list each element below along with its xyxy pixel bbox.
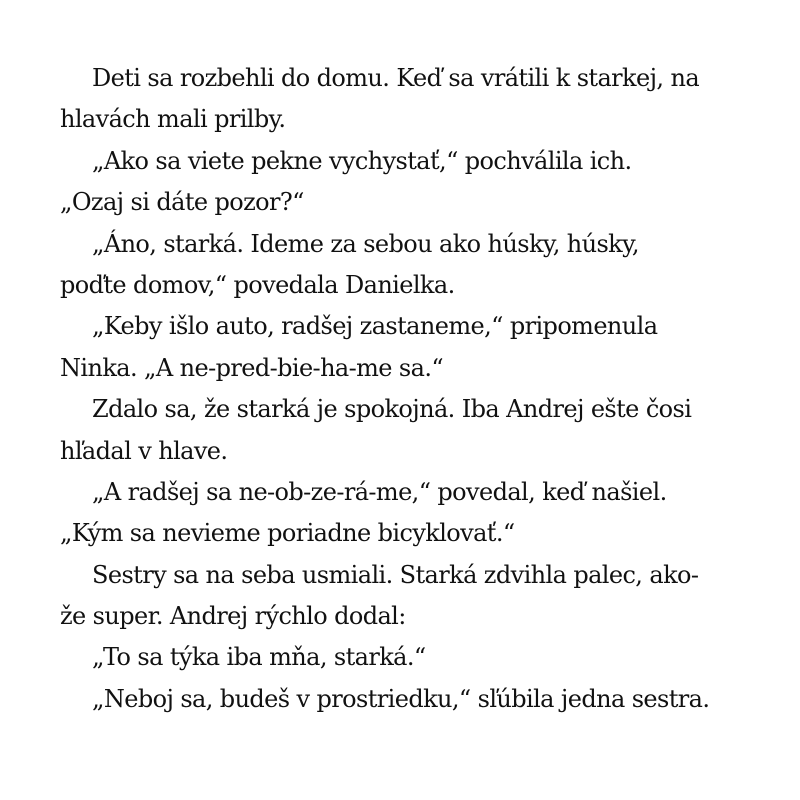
text-line: „Ako sa viete pekne vychystať,“ pochválila ich. — [92, 146, 632, 175]
text-line: „Keby išlo auto, radšej zastaneme,“ pripomenula — [92, 312, 658, 341]
text-line: „Neboj sa, budeš v prostriedku,“ sľúbila jedna sestra. — [92, 684, 710, 713]
story-text — [60, 58, 760, 720]
text-line: Zdalo sa, že starká je spokojná. Iba Andrej ešte čosi — [92, 395, 692, 424]
text-line: Ninka. „A ne-pred-bie-ha-me sa.“ — [60, 353, 444, 382]
text-line: hlavách mali prilby. — [60, 105, 286, 134]
text-line: Deti sa rozbehli do domu. Keď sa vrátili k starkej, na — [92, 64, 700, 92]
text-line: hľadal v hlave. — [60, 436, 228, 465]
text-line: „Áno, starká. Ideme za sebou ako húsky, húsky, — [92, 229, 639, 258]
text-line: že super. Andrej rýchlo dodal: — [60, 602, 406, 631]
text-line: Sestry sa na seba usmiali. Starká zdvihla palec, ako- — [92, 560, 699, 589]
text-line: „A radšej sa ne-ob-ze-rá-me,“ povedal, keď našiel. — [92, 477, 667, 506]
text-line: poďte domov,“ povedala Danielka. — [60, 270, 455, 299]
text-line: „Kým sa nevieme poriadne bicyklovať.“ — [60, 519, 515, 548]
text-line: „To sa týka iba mňa, starká.“ — [92, 643, 426, 672]
text-line: „Ozaj si dáte pozor?“ — [60, 188, 304, 217]
